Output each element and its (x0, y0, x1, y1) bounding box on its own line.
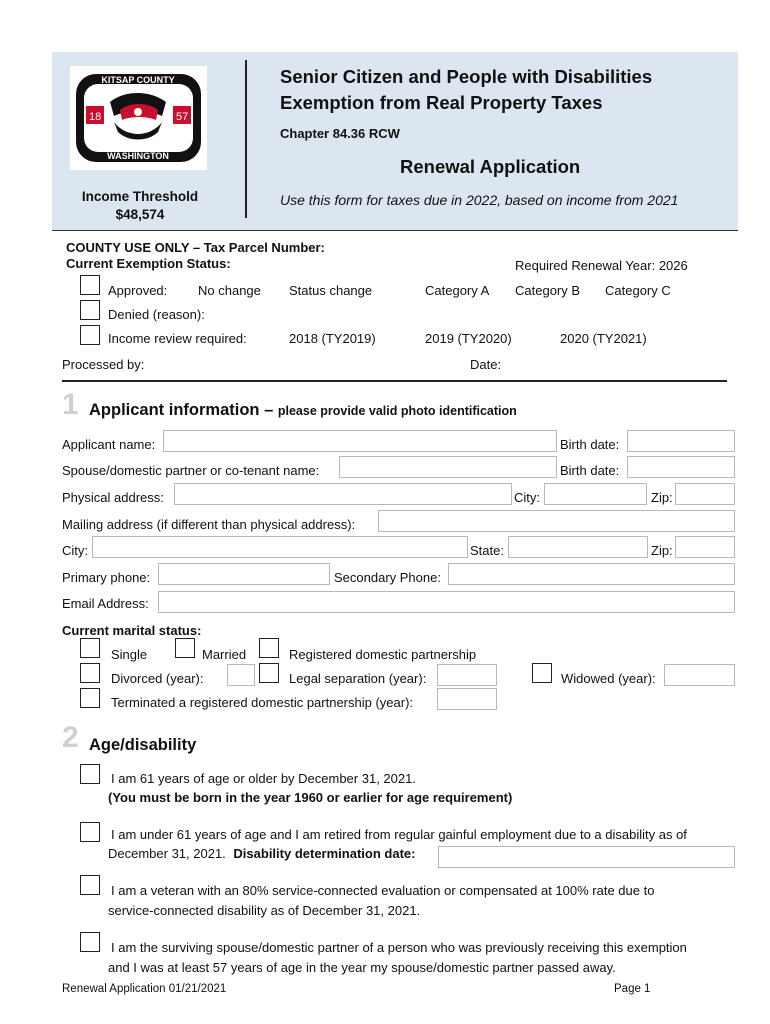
category-b-label: Category B (515, 283, 581, 298)
income-review-label: Income review required: (108, 331, 247, 346)
primary-phone-field[interactable] (158, 563, 330, 585)
zip-label: Zip: (651, 490, 673, 505)
date-label: Date: (470, 357, 502, 372)
state-label: State: (470, 543, 504, 558)
approved-checkbox[interactable] (80, 275, 100, 295)
single-label: Single (111, 647, 148, 662)
income-threshold (60, 188, 220, 224)
veteran-line-2: service-connected disability as of December 31, 2021. (108, 903, 421, 918)
terminated-dp-label: Terminated a registered domestic partnership (year): (111, 695, 414, 710)
denied-checkbox[interactable] (80, 300, 100, 320)
mailing-zip-field[interactable] (675, 536, 735, 558)
widowed-year-field[interactable] (664, 664, 735, 686)
exemption-status-label: Current Exemption Status: (66, 256, 231, 271)
processed-by-label: Processed by: (62, 357, 145, 372)
footer-page-number: Page 1 (614, 983, 651, 995)
disability-line-2 (108, 846, 415, 861)
secondary-phone-field[interactable] (448, 563, 735, 585)
mailing-address-field[interactable] (378, 510, 735, 532)
spouse-name-field[interactable] (339, 456, 557, 478)
kitsap-county-seal-logo (70, 66, 207, 170)
email-label: Email Address: (62, 596, 149, 611)
spouse-birth-date-label: Birth date: (560, 463, 620, 478)
surviving-spouse-line-2: and I was at least 57 years of age in the year my spouse/domestic partner passed away. (108, 960, 616, 975)
married-label: Married (202, 647, 247, 662)
section-2-title: Age/disability (89, 736, 197, 754)
disability-checkbox[interactable] (80, 822, 100, 842)
terminated-dp-checkbox[interactable] (80, 688, 100, 708)
year-2018-label: 2018 (TY2019) (289, 331, 376, 346)
disability-date-text: December 31, 2021. (108, 846, 226, 861)
secondary-phone-label: Secondary Phone: (334, 570, 441, 585)
header-divider (52, 230, 738, 231)
income-threshold-value: $48,574 (115, 207, 165, 222)
physical-address-label: Physical address: (62, 490, 164, 505)
mailing-address-label: Mailing address (if different than physical address): (62, 517, 356, 532)
svg-text:KITSAP COUNTY: KITSAP COUNTY (101, 75, 175, 85)
spouse-birth-date-field[interactable] (627, 456, 735, 478)
year-2019-label: 2019 (TY2020) (425, 331, 512, 346)
required-renewal-year: Required Renewal Year: 2026 (515, 258, 688, 273)
income-review-checkbox[interactable] (80, 325, 100, 345)
no-change-label: No change (198, 283, 261, 298)
spouse-name-label: Spouse/domestic partner or co-tenant name: (62, 463, 320, 478)
income-threshold-label: Income Threshold (81, 189, 199, 204)
disability-determination-date-field[interactable] (438, 846, 735, 868)
legal-separation-year-field[interactable] (437, 664, 497, 686)
mailing-city-field[interactable] (92, 536, 468, 558)
divorced-checkbox[interactable] (80, 663, 100, 683)
category-c-label: Category C (605, 283, 671, 298)
veteran-line-1: I am a veteran with an 80% service-connected evaluation or compensated at 100% rate due to (111, 883, 655, 898)
svg-text:WASHINGTON: WASHINGTON (107, 151, 169, 161)
section-2-number: 2 (62, 721, 79, 754)
section-1-heading (89, 401, 517, 420)
title-line-1: Senior Citizen and People with Disabilities (280, 66, 653, 87)
parcel-number-label: COUNTY USE ONLY – Tax Parcel Number: (66, 240, 325, 255)
registered-domestic-partnership-checkbox[interactable] (259, 638, 279, 658)
section-1-subtitle: please provide valid photo identification (277, 404, 517, 418)
year-2020-label: 2020 (TY2021) (560, 331, 647, 346)
divorced-label: Divorced (year): (111, 671, 204, 686)
approved-label: Approved: (108, 283, 168, 298)
zip-field[interactable] (675, 483, 735, 505)
registered-domestic-partnership-label: Registered domestic partnership (289, 647, 477, 662)
legal-separation-label: Legal separation (year): (289, 671, 427, 686)
veteran-checkbox[interactable] (80, 875, 100, 895)
age-61-checkbox[interactable] (80, 764, 100, 784)
terminated-dp-year-field[interactable] (437, 688, 497, 710)
section-1-dash: – (259, 401, 278, 419)
status-change-label: Status change (289, 283, 373, 298)
age-61-line-1: I am 61 years of age or older by December 31, 2021. (111, 771, 416, 786)
legal-separation-checkbox[interactable] (259, 663, 279, 683)
widowed-label: Widowed (year): (561, 671, 656, 686)
state-field[interactable] (508, 536, 648, 558)
single-checkbox[interactable] (80, 638, 100, 658)
denied-label: Denied (reason): (108, 307, 205, 322)
footer-form-version: Renewal Application 01/21/2021 (62, 983, 227, 995)
age-61-line-2: (You must be born in the year 1960 or earlier for age requirement) (108, 790, 513, 805)
svg-text:57: 57 (176, 111, 189, 123)
email-field[interactable] (158, 591, 735, 613)
surviving-spouse-checkbox[interactable] (80, 932, 100, 952)
section-1-title: Applicant information (89, 401, 260, 419)
disability-line-1: I am under 61 years of age and I am retired from regular gainful employment due to a disability as of (111, 827, 687, 842)
renewal-heading: Renewal Application (400, 156, 581, 177)
birth-date-label: Birth date: (560, 437, 620, 452)
chapter-reference: Chapter 84.36 RCW (280, 126, 400, 141)
applicant-birth-date-field[interactable] (627, 430, 735, 452)
city-field[interactable] (544, 483, 647, 505)
divorced-year-field[interactable] (227, 664, 255, 686)
city-label: City: (514, 490, 540, 505)
married-checkbox[interactable] (175, 638, 195, 658)
marital-status-label: Current marital status: (62, 623, 202, 638)
title-line-2: Exemption from Real Property Taxes (280, 92, 603, 113)
applicant-name-field[interactable] (163, 430, 557, 452)
form-title (280, 64, 730, 116)
primary-phone-label: Primary phone: (62, 570, 151, 585)
use-note: Use this form for taxes due in 2022, based on income from 2021 (280, 192, 679, 208)
applicant-name-label: Applicant name: (62, 437, 156, 452)
section-rule (62, 380, 727, 382)
mailing-zip-label: Zip: (651, 543, 673, 558)
header-vertical-divider (245, 60, 247, 218)
surviving-spouse-line-1: I am the surviving spouse/domestic partner of a person who was previously receiving this exemption (111, 940, 687, 955)
category-a-label: Category A (425, 283, 490, 298)
svg-text:18: 18 (89, 111, 102, 123)
widowed-checkbox[interactable] (532, 663, 552, 683)
section-1-number: 1 (62, 388, 79, 421)
mailing-city-label: City: (62, 543, 88, 558)
disability-determination-label: Disability determination date: (233, 846, 416, 861)
physical-address-field[interactable] (174, 483, 512, 505)
